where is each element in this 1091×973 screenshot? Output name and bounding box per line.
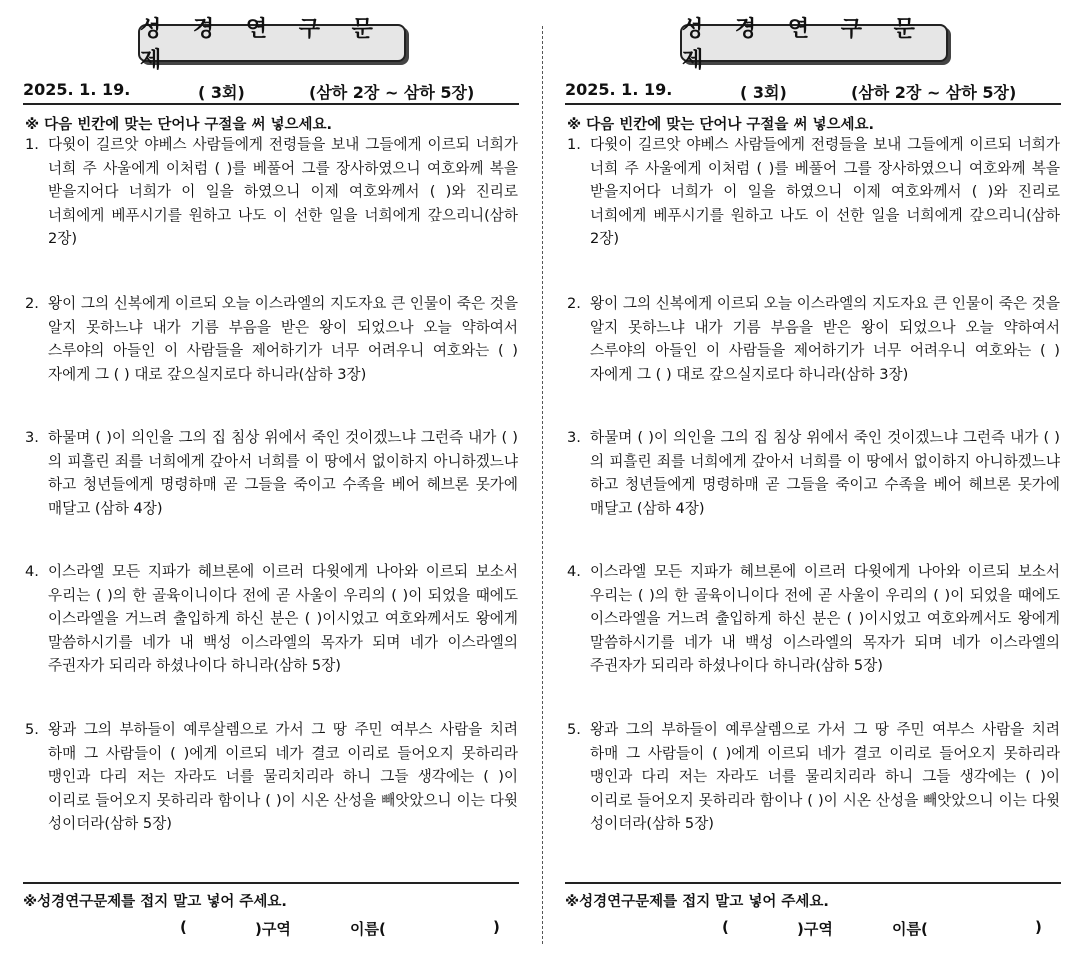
question-text: 왕이 그의 신복에게 이르되 오늘 이스라엘의 지도자요 큰 인물이 죽은 것을 알지 못하느냐 내가 기름 부음을 받은 왕이 되었으나 오늘 약하여서 스루야의 아들인 이 사람들을 제어하기가 너무 어려우니 여호와는 ( ) 자에게 그 ( ) 대로 갚으실지로다 하니라(삼하 3장)	[48, 295, 518, 383]
worksheet-right	[565, 0, 1087, 973]
question-text: 이스라엘 모든 지파가 헤브론에 이르러 다윗에게 나아와 이르되 보소서 우리는 ( )의 한 골육이니이다 전에 곧 사울이 우리의 ( )이 되었을 때에도 이스라엘을 거느려 출입하게 하신 분은 ( )이시었고 여호와께서도 왕에게 말씀하시기를 네가 내 백성 이스라엘의 목자가 되며 네가 이스라엘의 주권자가 되리라 하셨나이다 하니라(삼하 5장)	[48, 563, 518, 675]
question-text: 다윗이 길르앗 야베스 사람들에게 전령들을 보내 그들에게 이르되 너희가 너희 주 사울에게 이처럼 ( )를 베풀어 그를 장사하였으니 여호와께 복을 받을지어다 너희가 이 일을 하였으니 이제 여호와께서 ( )와 진리로 너희에게 베푸시기를 원하고 나도 이 선한 일을 너희에게 갚으리니(삼하 2장)	[590, 136, 1060, 248]
district-open: (	[180, 918, 187, 936]
question-text: 왕과 그의 부하들이 예루살렘으로 가서 그 땅 주민 여부스 사람을 치려 하매 그 사람들이 ( )에게 이르되 네가 결코 이리로 들어오지 못하리라 맹인과 다리 저는 자라도 너를 물리치리라 하니 그들 생각에는 ( )이 이리로 들어오지 못하리라 함이나 ( )이 시온 산성을 빼앗았으니 이는 다윗 성이더라(삼하 5장)	[48, 721, 518, 833]
name-close: )	[493, 918, 500, 936]
header-rule	[23, 103, 519, 105]
question-text: 왕이 그의 신복에게 이르되 오늘 이스라엘의 지도자요 큰 인물이 죽은 것을 알지 못하느냐 내가 기름 부음을 받은 왕이 되었으나 오늘 약하여서 스루야의 아들인 이 사람들을 제어하기가 너무 어려우니 여호와는 ( ) 자에게 그 ( ) 대로 갚으실지로다 하니라(삼하 3장)	[590, 295, 1060, 383]
question-number: 1.	[25, 136, 39, 153]
session-label: ( 3회)	[740, 83, 787, 102]
footer-rule	[23, 882, 519, 884]
question-number: 3.	[567, 429, 581, 446]
question-text: 다윗이 길르앗 야베스 사람들에게 전령들을 보내 그들에게 이르되 너희가 너희 주 사울에게 이처럼 ( )를 베풀어 그를 장사하였으니 여호와께 복을 받을지어다 너희가 이 일을 하였으니 이제 여호와께서 ( )와 진리로 너희에게 베푸시기를 원하고 나도 이 선한 일을 너희에게 갚으리니(삼하 2장)	[48, 136, 518, 248]
question-number: 5.	[567, 721, 581, 738]
question-number: 5.	[25, 721, 39, 738]
range-label: (삼하 2장 ~ 삼하 5장)	[309, 83, 475, 102]
question-number: 2.	[567, 295, 581, 312]
question-text: 하물며 ( )이 의인을 그의 집 침상 위에서 죽인 것이겠느냐 그런즉 내가 ( )의 피흘린 죄를 너희에게 갚아서 너희를 이 땅에서 없이하지 아니하겠느냐 하고 청년들에게 명령하매 곧 그들을 죽이고 수족을 베어 헤브론 못가에 매달고 (삼하 4장)	[590, 429, 1060, 517]
name-label: 이름(	[892, 920, 928, 938]
instruction: ※ 다음 빈칸에 맞는 단어나 구절을 써 넣으세요.	[25, 117, 333, 133]
question-text: 하물며 ( )이 의인을 그의 집 침상 위에서 죽인 것이겠느냐 그런즉 내가 ( )의 피흘린 죄를 너희에게 갚아서 너희를 이 땅에서 없이하지 아니하겠느냐 하고 청년들에게 명령하매 곧 그들을 죽이고 수족을 베어 헤브론 못가에 매달고 (삼하 4장)	[48, 429, 518, 517]
worksheet-left	[23, 0, 545, 973]
name-label: 이름(	[350, 920, 386, 938]
range-label: (삼하 2장 ~ 삼하 5장)	[851, 83, 1017, 102]
instruction: ※ 다음 빈칸에 맞는 단어나 구절을 써 넣으세요.	[567, 117, 875, 133]
header-rule	[565, 103, 1061, 105]
footer-rule	[565, 882, 1061, 884]
question-number: 3.	[25, 429, 39, 446]
question-number: 4.	[25, 563, 39, 580]
district-open: (	[722, 918, 729, 936]
question-text: 왕과 그의 부하들이 예루살렘으로 가서 그 땅 주민 여부스 사람을 치려 하매 그 사람들이 ( )에게 이르되 네가 결코 이리로 들어오지 못하리라 맹인과 다리 저는 자라도 너를 물리치리라 하니 그들 생각에는 ( )이 이리로 들어오지 못하리라 함이나 ( )이 시온 산성을 빼앗았으니 이는 다윗 성이더라(삼하 5장)	[590, 721, 1060, 833]
district-label: )구역	[797, 920, 833, 938]
session-label: ( 3회)	[198, 83, 245, 102]
question-text: 이스라엘 모든 지파가 헤브론에 이르러 다윗에게 나아와 이르되 보소서 우리는 ( )의 한 골육이니이다 전에 곧 사울이 우리의 ( )이 되었을 때에도 이스라엘을 거느려 출입하게 하신 분은 ( )이시었고 여호와께서도 왕에게 말씀하시기를 네가 내 백성 이스라엘의 목자가 되며 네가 이스라엘의 주권자가 되리라 하셨나이다 하니라(삼하 5장)	[590, 563, 1060, 675]
footer-note: ※성경연구문제를 접지 말고 넣어 주세요.	[565, 894, 829, 910]
question-number: 1.	[567, 136, 581, 153]
name-close: )	[1035, 918, 1042, 936]
date-label: 2025. 1. 19.	[565, 80, 673, 99]
footer-note: ※성경연구문제를 접지 말고 넣어 주세요.	[23, 894, 287, 910]
question-number: 4.	[567, 563, 581, 580]
date-label: 2025. 1. 19.	[23, 80, 131, 99]
district-label: )구역	[255, 920, 291, 938]
question-number: 2.	[25, 295, 39, 312]
worksheet-title: 성 경 연 구 문 제	[680, 24, 948, 62]
worksheet-title: 성 경 연 구 문 제	[138, 24, 406, 62]
